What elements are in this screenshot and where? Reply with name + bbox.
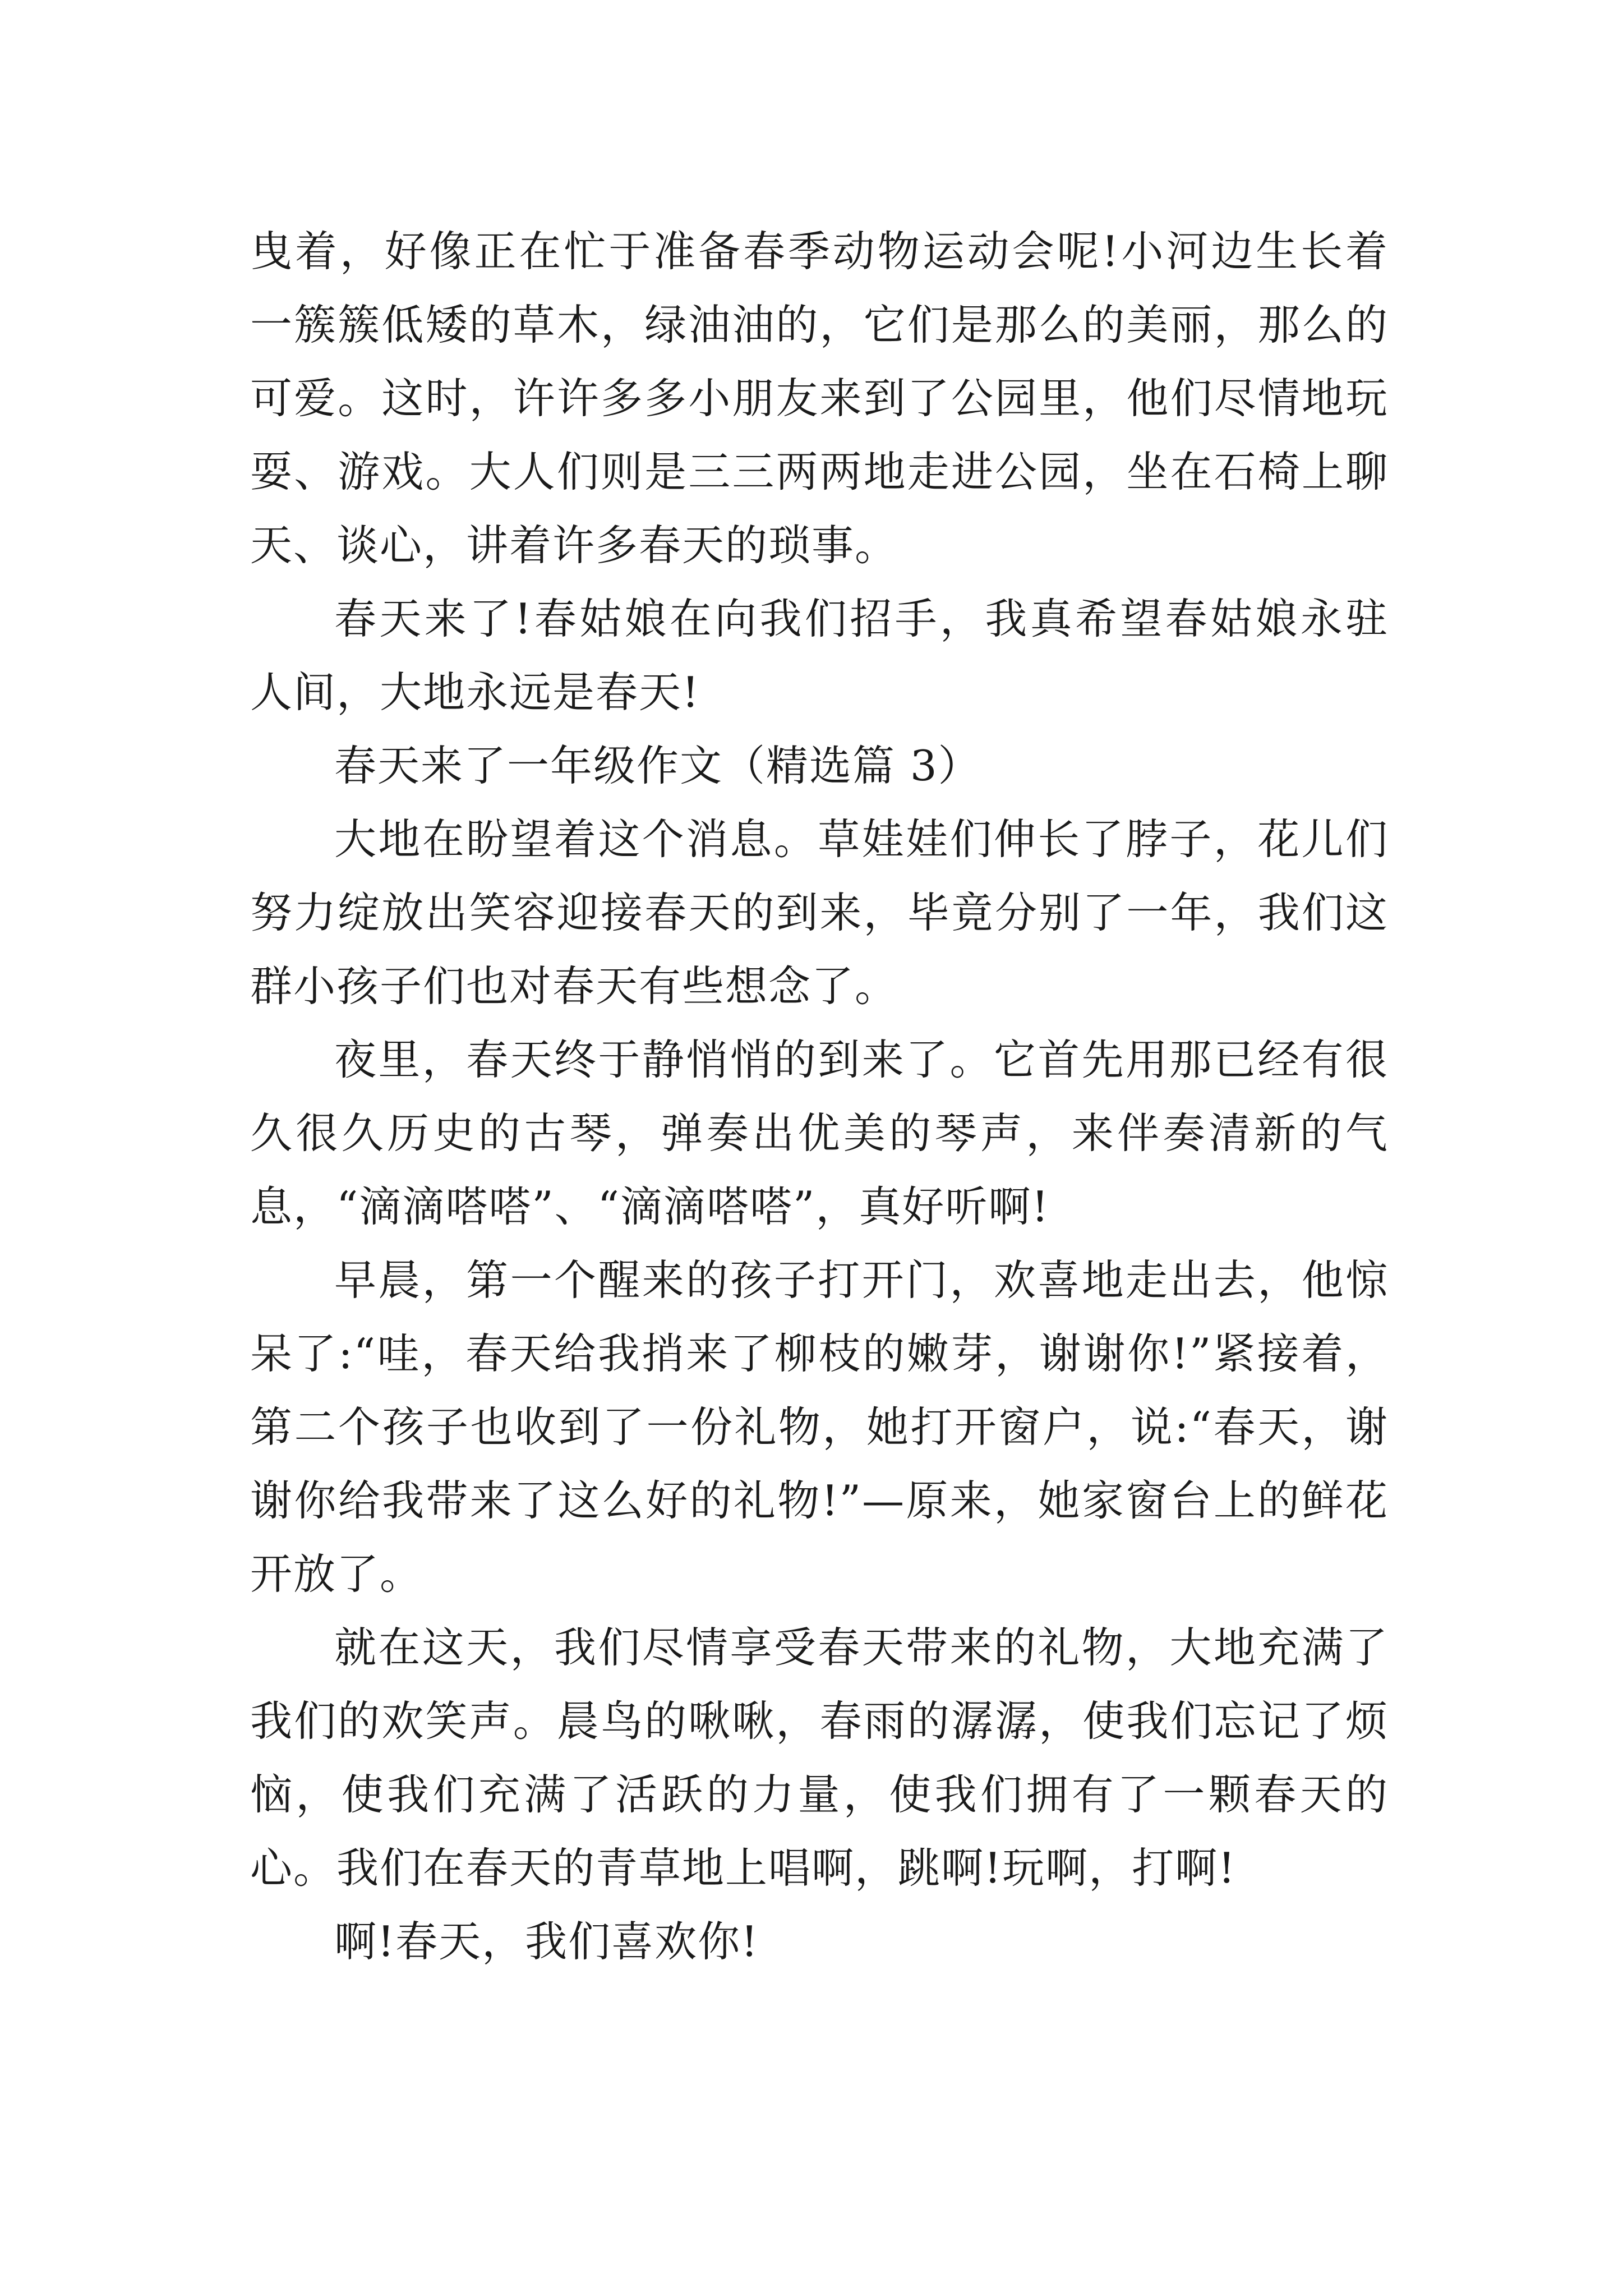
essay-body — [250, 215, 1389, 1978]
paragraph-earth-waiting: 大地在盼望着这个消息。草娃娃们伸长了脖子，花儿们努力绽放出笑容迎接春天的到来，毕竟分别了一年，我们这群小孩子们也对春天有些想念了。 — [250, 815, 1389, 1011]
paragraph-closing: 啊!春天，我们喜欢你! — [334, 1917, 759, 1966]
paragraph-gifts: 就在这天，我们尽情享受春天带来的礼物，大地充满了我们的欢笑声。晨鸟的啾啾，春雨的潺潺，使我们忘记了烦恼，使我们充满了活跃的力量，使我们拥有了一颗春天的心。我们在春天的青草地上唱啊，跳啊!玩啊，打啊! — [250, 1623, 1389, 1893]
paragraph-morning: 早晨，第一个醒来的孩子打开门，欢喜地走出去，他惊呆了:“哇，春天给我捎来了柳枝的嫩芽，谢谢你!”紧接着，第二个孩子也收到了一份礼物，她打开窗户，说:“春天，谢谢你给我带来了这么好的礼物!”—原来，她家窗台上的鲜花开放了。 — [250, 1255, 1389, 1599]
paragraph-wish: 春天来了!春姑娘在向我们招手，我真希望春姑娘永驻人间，大地永远是春天! — [250, 594, 1389, 717]
paragraph-continuation: 曳着，好像正在忙于准备春季动物运动会呢!小河边生长着一簇簇低矮的草木，绿油油的，它们是那么的美丽，那么的可爱。这时，许许多多小朋友来到了公园里，他们尽情地玩耍、游戏。大人们则是三三两两地走进公园，坐在石椅上聊天、谈心，讲着许多春天的琐事。 — [250, 227, 1389, 570]
paragraph-night: 夜里，春天终于静悄悄的到来了。它首先用那已经有很久很久历史的古琴，弹奏出优美的琴声，来伴奏清新的气息，“滴滴嗒嗒”、“滴滴嗒嗒”，真好听啊! — [250, 1035, 1389, 1231]
essay-heading: 春天来了一年级作文（精选篇 3） — [334, 741, 981, 790]
